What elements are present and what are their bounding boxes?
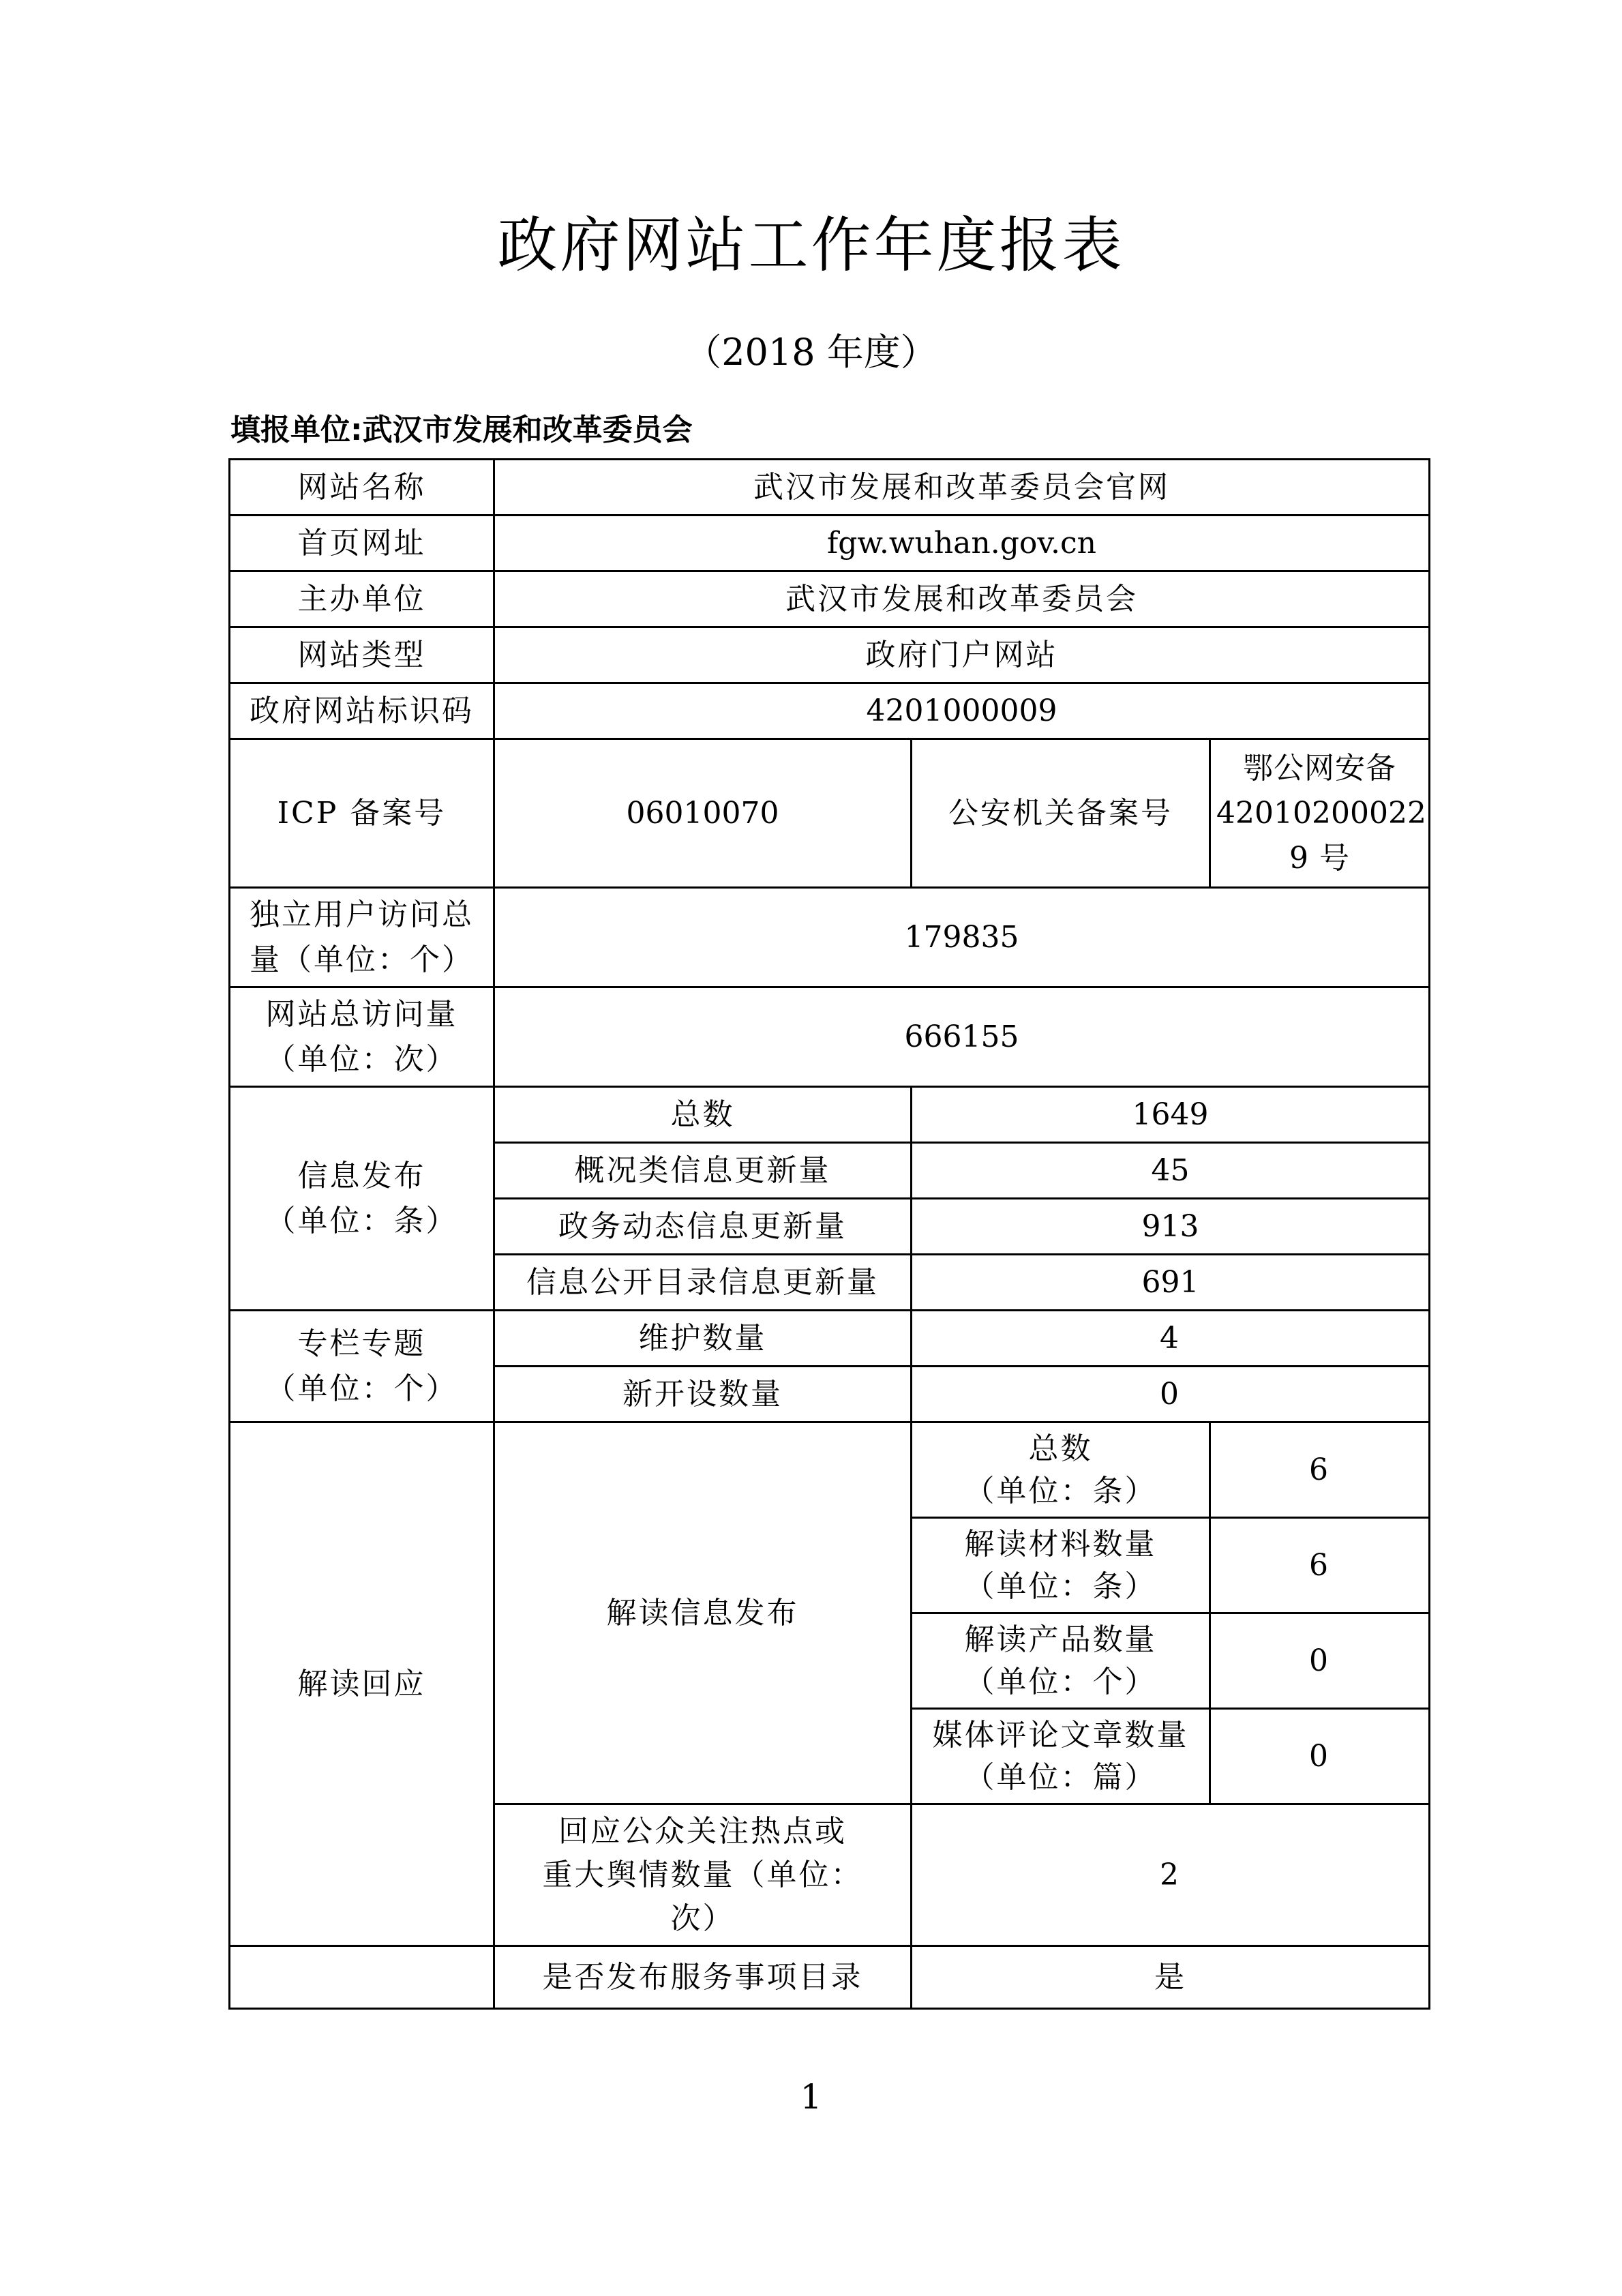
report-year: （2018 年度） (685, 331, 937, 374)
service-directory-label: 是否发布服务事项目录 (494, 1946, 912, 2009)
homepage-value: fgw.wuhan.gov.cn (494, 516, 1430, 571)
table-row (230, 460, 1430, 516)
media-article-value: 0 (1210, 1709, 1430, 1804)
label-line: 独立用户访问总 (250, 897, 474, 932)
interpretation-total-label (912, 1422, 1210, 1518)
label-line: （单位：个） (964, 1664, 1157, 1699)
label-line: （单位：条） (964, 1473, 1157, 1508)
interpretation-publish-label: 解读信息发布 (494, 1422, 912, 1804)
material-count-label (912, 1518, 1210, 1613)
response-value: 2 (912, 1804, 1430, 1946)
unique-visitors-label (230, 888, 494, 987)
sponsor-value: 武汉市发展和改革委员会 (494, 571, 1430, 627)
site-name-label: 网站名称 (230, 460, 494, 516)
site-name-value: 武汉市发展和改革委员会官网 (494, 460, 1430, 516)
police-record-line: 鄂公网安备 (1243, 750, 1396, 786)
disclosure-update-value: 691 (912, 1255, 1430, 1311)
unique-visitors-value: 179835 (494, 888, 1430, 987)
table-row (230, 888, 1430, 987)
label-line: （单位：篇） (964, 1759, 1157, 1795)
table-row (230, 683, 1430, 739)
table-row (230, 1311, 1430, 1367)
table-row (230, 987, 1430, 1087)
total-visits-label (230, 987, 494, 1087)
interpretation-label: 解读回应 (230, 1422, 494, 1946)
columns-new-label: 新开设数量 (494, 1367, 912, 1422)
table-row (230, 627, 1430, 683)
info-total-value: 1649 (912, 1087, 1430, 1143)
label-line: （单位：条） (265, 1203, 458, 1238)
label-line: 网站总访问量 (265, 996, 458, 1032)
icp-label: ICP 备案号 (230, 739, 494, 888)
label-line: 回应公众关注热点或 (558, 1813, 847, 1849)
interpretation-total-value: 6 (1210, 1422, 1430, 1518)
label-line: （单位：个） (265, 1371, 458, 1406)
site-type-value: 政府门户网站 (494, 627, 1430, 683)
report-table (228, 458, 1430, 2010)
report-title: 政府网站工作年度报表 (497, 210, 1125, 280)
table-row (230, 1946, 1430, 2009)
table-row (230, 516, 1430, 571)
police-record-value (1210, 739, 1430, 888)
site-type-label: 网站类型 (230, 627, 494, 683)
sponsor-label: 主办单位 (230, 571, 494, 627)
material-count-value: 6 (1210, 1518, 1430, 1613)
icp-value: 06010070 (494, 739, 912, 888)
product-count-value: 0 (1210, 1613, 1430, 1709)
police-record-label: 公安机关备案号 (912, 739, 1210, 888)
label-line: 解读材料数量 (964, 1526, 1157, 1562)
total-visits-value: 666155 (494, 987, 1430, 1087)
reporting-unit: 填报单位:武汉市发展和改革委员会 (230, 413, 693, 447)
response-label (494, 1804, 912, 1946)
label-line: （单位：条） (964, 1568, 1157, 1604)
label-line: 媒体评论文章数量 (932, 1717, 1189, 1753)
label-line: 总数 (1028, 1431, 1093, 1466)
overview-update-label: 概况类信息更新量 (494, 1143, 912, 1199)
service-directory-value: 是 (912, 1946, 1430, 2009)
label-line: 信息发布 (297, 1158, 426, 1193)
table-row (230, 1087, 1430, 1143)
label-line: 重大舆情数量（单位： (542, 1857, 863, 1892)
table-row (230, 1422, 1430, 1518)
columns-maintained-value: 4 (912, 1311, 1430, 1367)
label-line: （单位：次） (265, 1041, 458, 1077)
media-article-label (912, 1709, 1210, 1804)
page-number: 1 (800, 2077, 822, 2117)
label-line: 量（单位：个） (250, 942, 474, 977)
news-update-label: 政务动态信息更新量 (494, 1199, 912, 1255)
overview-update-value: 45 (912, 1143, 1430, 1199)
label-line: 次） (670, 1900, 735, 1936)
table-row (230, 571, 1430, 627)
homepage-label: 首页网址 (230, 516, 494, 571)
columns-new-value: 0 (912, 1367, 1430, 1422)
label-line: 专栏专题 (297, 1326, 426, 1361)
product-count-label (912, 1613, 1210, 1709)
police-record-line: 9 号 (1289, 840, 1350, 876)
police-record-line: 42010200022 (1216, 795, 1426, 831)
info-publish-label (230, 1087, 494, 1311)
columns-maintained-label: 维护数量 (494, 1311, 912, 1367)
empty-cell (230, 1946, 494, 2009)
site-code-value: 4201000009 (494, 683, 1430, 739)
info-total-label: 总数 (494, 1087, 912, 1143)
news-update-value: 913 (912, 1199, 1430, 1255)
label-line: 解读产品数量 (964, 1622, 1157, 1657)
table-row (230, 739, 1430, 888)
disclosure-update-label: 信息公开目录信息更新量 (494, 1255, 912, 1311)
site-code-label: 政府网站标识码 (230, 683, 494, 739)
columns-label (230, 1311, 494, 1422)
